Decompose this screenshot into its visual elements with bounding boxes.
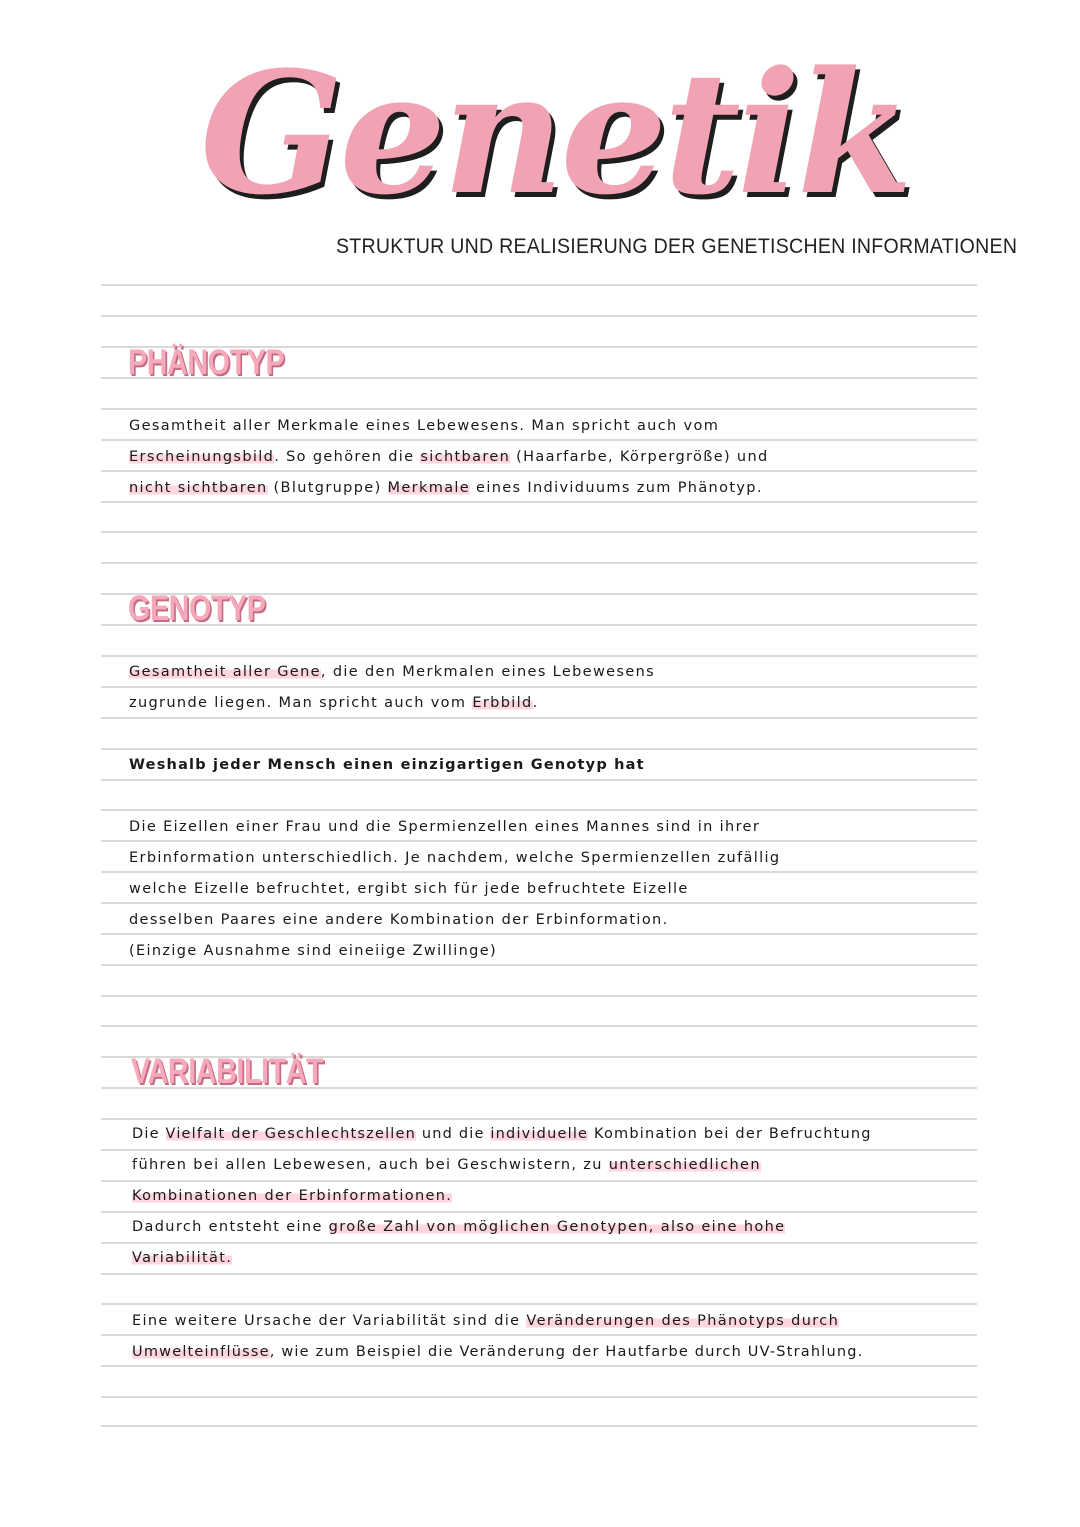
text: Gesamtheit aller Merkmale eines Lebewesens. Man spricht auch vom (129, 418, 720, 434)
text: Dadurch entsteht eine (132, 1219, 329, 1235)
variabilitaet-line-5 (132, 1245, 232, 1271)
ruled-line (101, 995, 977, 997)
ruled-line (101, 1211, 977, 1213)
variabilitaet-line-4 (132, 1214, 785, 1240)
highlight: Gesamtheit aller Gene (129, 664, 321, 680)
ruled-line (101, 840, 977, 842)
ruled-line (101, 531, 977, 533)
ruled-line (101, 1273, 977, 1275)
ruled-line (101, 809, 977, 811)
text: Kombination bei der Befruchtung (588, 1126, 872, 1142)
ruled-line (101, 933, 977, 935)
highlight: unterschiedlichen (608, 1157, 761, 1173)
ruled-line (101, 439, 977, 441)
variabilitaet-line-2 (132, 1152, 761, 1178)
genotyp-paragraph-line-1: Die Eizellen einer Frau und die Spermienzellen eines Mannes sind in ihrer (129, 819, 761, 835)
ruled-line (101, 1365, 977, 1367)
text: führen bei allen Lebewesen, auch bei Geschwistern, zu (132, 1157, 609, 1173)
ruled-line (101, 1180, 977, 1182)
text: . So gehören die (274, 449, 421, 465)
ruled-line (101, 748, 977, 750)
genotyp-paragraph-line-3: welche Eizelle befruchtet, ergibt sich für jede befruchtete Eizelle (129, 881, 689, 897)
heading-variabilitaet: VARIABILITÄT (131, 1052, 324, 1091)
highlight: große Zahl von möglichen Genotypen, also eine hohe (328, 1219, 786, 1235)
text: und die (416, 1126, 491, 1142)
ruled-line (101, 717, 977, 719)
ruled-line (101, 470, 977, 472)
ruled-line (101, 964, 977, 966)
ruled-line (101, 686, 977, 688)
ruled-line (101, 902, 977, 904)
text: eines Individuums zum Phänotyp. (470, 480, 763, 496)
page-title: Genetik (200, 34, 910, 232)
highlight: Variabilität. (132, 1250, 233, 1266)
genotyp-line-1 (129, 659, 655, 685)
text: Eine weitere Ursache der Variabilität sind die (132, 1313, 527, 1329)
heading-phaenotyp: PHÄNOTYP (128, 343, 285, 382)
variabilitaet-line-6 (132, 1308, 839, 1334)
ruled-line (101, 284, 977, 286)
highlight: Umwelteinflüsse (132, 1344, 270, 1360)
highlight: Merkmale (387, 480, 471, 496)
highlight: Kombinationen der Erbinformationen. (132, 1188, 453, 1204)
highlight: sichtbaren (420, 449, 511, 465)
ruled-line (101, 501, 977, 503)
highlight: Erscheinungsbild (129, 449, 275, 465)
ruled-line (101, 408, 977, 410)
phaenotyp-line-2 (129, 444, 769, 470)
genotyp-line-2 (129, 690, 539, 716)
text: , die den Merkmalen eines Lebewesens (320, 664, 656, 680)
ruled-line (101, 562, 977, 564)
highlight: Erbbild (472, 695, 533, 711)
ruled-line (101, 1025, 977, 1027)
phaenotyp-line-1 (129, 413, 719, 439)
ruled-line (101, 1242, 977, 1244)
genotyp-question: Weshalb jeder Mensch einen einzigartigen Genotyp hat (129, 757, 645, 773)
text: zugrunde liegen. Man spricht auch vom (129, 695, 473, 711)
ruled-line (101, 655, 977, 657)
genotyp-paragraph-line-5: (Einzige Ausnahme sind eineiige Zwillinge) (129, 943, 498, 959)
phaenotyp-line-3 (129, 475, 763, 501)
ruled-line (101, 779, 977, 781)
genotyp-paragraph-line-4: desselben Paares eine andere Kombination der Erbinformation. (129, 912, 669, 928)
heading-genotyp: GENOTYP (128, 589, 266, 628)
ruled-line (101, 315, 977, 317)
ruled-line (101, 1149, 977, 1151)
text: Die (132, 1126, 166, 1142)
text: (Haarfarbe, Körpergröße) und (510, 449, 769, 465)
ruled-line (101, 1425, 977, 1427)
variabilitaet-line-1 (132, 1121, 872, 1147)
variabilitaet-line-3 (132, 1183, 452, 1209)
text: , wie zum Beispiel die Veränderung der Hautfarbe durch UV-Strahlung. (269, 1344, 864, 1360)
highlight: Veränderungen des Phänotyps durch (526, 1313, 840, 1329)
ruled-line (101, 1303, 977, 1305)
ruled-line (101, 871, 977, 873)
ruled-line (101, 1118, 977, 1120)
highlight: nicht sichtbaren (129, 480, 268, 496)
text: (Blutgruppe) (267, 480, 388, 496)
text: . (532, 695, 539, 711)
genotyp-paragraph-line-2: Erbinformation unterschiedlich. Je nachdem, welche Spermienzellen zufällig (129, 850, 781, 866)
page-subtitle: STRUKTUR UND REALISIERUNG DER GENETISCHEN INFORMATIONEN (336, 235, 1018, 258)
highlight: individuelle (490, 1126, 589, 1142)
variabilitaet-line-7 (132, 1339, 863, 1365)
ruled-line (101, 1334, 977, 1336)
highlight: Vielfalt der Geschlechtszellen (165, 1126, 417, 1142)
ruled-line (101, 1396, 977, 1398)
